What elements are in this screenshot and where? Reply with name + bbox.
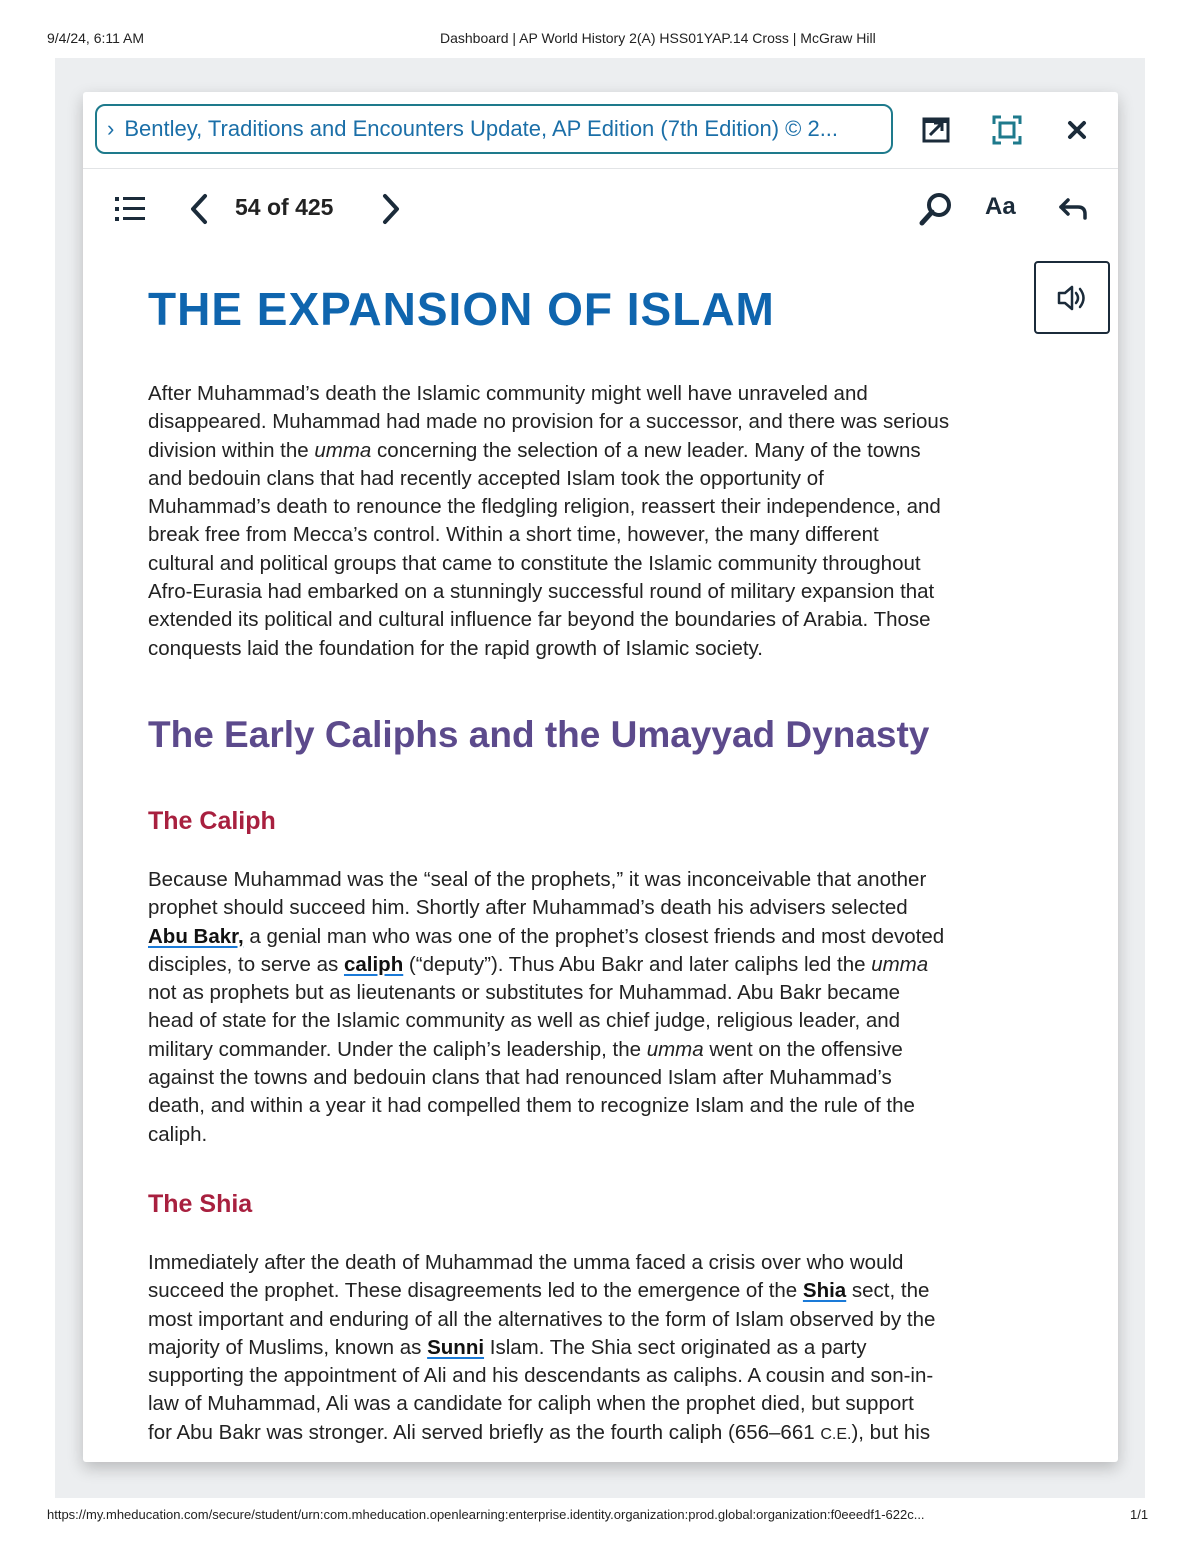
print-page-title: Dashboard | AP World History 2(A) HSS01YAP.14 Cross | McGraw Hill <box>440 30 876 46</box>
glossary-term-abu-bakr[interactable]: Abu Bakr, <box>148 924 244 948</box>
print-footer <box>0 1507 1200 1527</box>
print-page-count: 1/1 <box>1130 1507 1149 1522</box>
intro-line: and bedouin clans that had recently accepted Islam took the opportunity of <box>148 466 824 490</box>
shia-heading: The Shia <box>148 1190 253 1218</box>
intro-line: break free from Mecca’s control. Within a short time, however, the many different <box>148 523 879 547</box>
ebook-reader <box>83 92 1118 1462</box>
table-of-contents-icon[interactable] <box>113 192 147 231</box>
intro-line: Muhammad’s death to renounce the fledgling religion, reassert their independence, and <box>148 495 941 519</box>
print-date: 9/4/24, 6:11 AM <box>47 30 145 46</box>
fullscreen-icon[interactable] <box>991 114 1023 146</box>
glossary-term-shia[interactable]: Shia <box>802 1279 847 1303</box>
intro-line: conquests laid the foundation for the rapid growth of Islamic society. <box>148 636 763 660</box>
chevron-left-icon[interactable] <box>185 192 215 231</box>
text-size-icon[interactable]: Aa <box>985 193 1016 220</box>
speaker-icon <box>1055 281 1089 315</box>
caliph-heading: The Caliph <box>148 807 276 835</box>
intro-paragraph <box>148 380 949 663</box>
external-window-icon[interactable] <box>921 114 953 146</box>
chevron-right-icon: › <box>107 116 115 141</box>
audio-read-aloud-button[interactable] <box>1034 261 1110 334</box>
section-heading: The Early Caliphs and the Umayyad Dynasty <box>148 714 930 755</box>
glossary-term-sunni[interactable]: Sunni <box>427 1335 485 1359</box>
intro-line: disappeared. Muhammad had made no provision for a successor, and there was serious <box>148 410 950 434</box>
intro-line: division within the umma concerning the selection of a new leader. Many of the towns <box>148 438 921 462</box>
reader-topbar <box>83 92 1118 169</box>
book-title-dropdown[interactable] <box>95 104 893 154</box>
page-indicator: 54 of 425 <box>235 194 334 220</box>
intro-line: extended its political and cultural influence far beyond the boundaries of Arabia. Those <box>148 608 931 632</box>
glossary-term-caliph[interactable]: caliph <box>343 952 404 976</box>
search-icon[interactable] <box>918 191 954 232</box>
chapter-title: THE EXPANSION OF ISLAM <box>148 283 775 335</box>
close-icon[interactable] <box>1061 114 1093 146</box>
print-url: https://my.mheducation.com/secure/student/urn:com.mheducation.openlearning:enterprise.identity.organization:prod.global:organization:f0eeedf1-622c... <box>47 1507 925 1522</box>
chevron-right-icon[interactable] <box>375 192 405 231</box>
shia-paragraph: Immediately after the death of Muhammad the umma faced a crisis over who would succeed the prophet. These disagreements led to the emergence of the Shia sect, the most important and enduring of all the alternatives to the form of Islam observed by the majority of Muslims, known as Sunni Islam. The Shia sect originated as a party supporting the appointment of Ali and his descendants as caliphs. A cousin and son-in- law of Muhammad, Ali was a candidate for caliph when the prophet died, but support for Abu Bakr was stronger. Ali served briefly as the fourth caliph (656–661 C.E.), but his <box>148 1251 936 1444</box>
intro-line: Afro-Eurasia had embarked on a stunningly successful round of military expansion that <box>148 580 935 604</box>
intro-line: After Muhammad’s death the Islamic community might well have unraveled and <box>148 382 868 405</box>
caliph-paragraph: Because Muhammad was the “seal of the prophets,” it was inconceivable that another prophet should succeed him. Shortly after Muhammad’s death his advisers selected Abu Bakr, a genial man who was one of the prophet’s closest friends and most devoted disciples, to serve as caliph (“deputy”). Thus Abu Bakr and later caliphs led the umma not as prophets but as lieutenants or substitutes for Muhammad. Abu Bakr became head of state for the Islamic community as well as chief judge, religious leader, and military commander. Under the caliph’s leadership, the umma went on the offensive against the towns and bedouin clans that had renounced Islam after Muhammad’s death, and within a year it had compelled them to recognize Islam and the rule of the caliph. <box>148 868 945 1146</box>
intro-line: cultural and political groups that came to constitute the Islamic community throughout <box>148 551 921 575</box>
back-arrow-icon[interactable] <box>1056 192 1090 231</box>
book-title: Bentley, Traditions and Encounters Update, AP Edition (7th Edition) © 2... <box>124 116 839 141</box>
print-header <box>0 30 1200 50</box>
